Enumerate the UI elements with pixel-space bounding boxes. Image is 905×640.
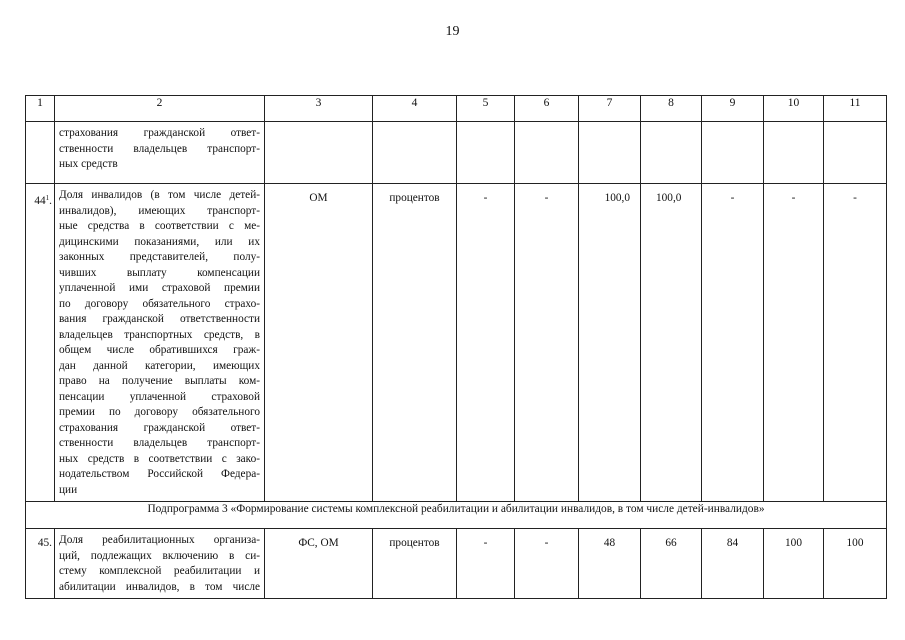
header-cell: 4 (373, 96, 457, 122)
value-col-9: - (702, 184, 764, 502)
description-line: общем числе обратившихся граж- (59, 344, 260, 356)
empty-cell (515, 122, 579, 184)
table-row-44 (26, 184, 887, 502)
header-cell: 6 (515, 96, 579, 122)
indicator-description (55, 184, 265, 502)
row-number (26, 184, 55, 502)
value-col-9: 84 (702, 529, 764, 599)
description-line: абилитации инвалидов, в том числе (59, 580, 260, 593)
description-line: ций, подлежащих включению в си- (59, 549, 260, 562)
indicators-table (25, 95, 887, 599)
value-col-6: - (515, 529, 579, 599)
row-number-cell (26, 122, 55, 184)
indicator-description (55, 122, 265, 184)
description-line: чивших выплату компенсации (59, 266, 260, 279)
header-cell: 3 (265, 96, 373, 122)
description-line: инвалидов), имеющих транспорт- (59, 204, 260, 217)
description-line: владельцев транспортных средств, в (59, 328, 260, 341)
description-line: ных средств (59, 158, 118, 170)
description-line: вания гражданской ответственности (59, 313, 260, 325)
description-line: ственности владельцев транспорт- (59, 142, 260, 155)
table-row-continuation (26, 122, 887, 184)
description-line: законных представителей, полу- (59, 251, 260, 263)
indicator-description (55, 529, 265, 599)
description-line: нодательством Российской Федера- (59, 468, 260, 480)
description-line: страхования гражданской ответ- (59, 421, 260, 434)
row-number-suffix: . (49, 195, 52, 207)
value-col-11: - (824, 184, 887, 502)
value-col-8: 100,0 (641, 184, 702, 502)
description-line: по договору обязательного страхо- (59, 297, 260, 310)
empty-cell (373, 122, 457, 184)
unit-of-measure: процентов (373, 529, 457, 599)
header-cell: 9 (702, 96, 764, 122)
description-line: право на получение выплаты ком- (59, 375, 260, 387)
description-line: дицинскими показаниями, или их (59, 235, 260, 248)
row-number: 45. (26, 529, 55, 599)
value-col-10: 100 (764, 529, 824, 599)
subprogram-row (26, 502, 887, 529)
value-col-5: - (457, 529, 515, 599)
description-line: ные средства в соответствии с ме- (59, 220, 260, 232)
empty-cell (641, 122, 702, 184)
table-row-45 (26, 529, 887, 599)
header-cell: 8 (641, 96, 702, 122)
description-line: Доля инвалидов (в том числе детей- (59, 189, 260, 201)
description-line: стему комплексной реабилитации и (59, 565, 260, 577)
value-col-7: 100,0 (579, 184, 641, 502)
value-col-7: 48 (579, 529, 641, 599)
empty-cell (764, 122, 824, 184)
page-number: 19 (445, 24, 460, 39)
indicator-type: ФС, ОМ (265, 529, 373, 599)
row-number-superscript: 1 (45, 194, 50, 202)
header-cell: 5 (457, 96, 515, 122)
description-line: ственности владельцев транспорт- (59, 437, 260, 449)
value-col-8: 66 (641, 529, 702, 599)
description-line: уплаченной ими страховой премии (59, 282, 260, 294)
empty-cell (824, 122, 887, 184)
header-cell: 10 (764, 96, 824, 122)
description-line: ных средств в соответствии с зако- (59, 452, 260, 465)
description-line: премии по договору обязательного (59, 406, 260, 418)
header-cell: 11 (824, 96, 887, 122)
empty-cell (702, 122, 764, 184)
empty-cell (265, 122, 373, 184)
empty-cell (457, 122, 515, 184)
value-col-10: - (764, 184, 824, 502)
value-col-11: 100 (824, 529, 887, 599)
subprogram-title: Подпрограмма 3 «Формирование системы комплексной реабилитации и абилитации инвалидов, в том числе детей-инвалидов» (26, 502, 887, 529)
value-col-5: - (457, 184, 515, 502)
header-cell: 1 (26, 96, 55, 122)
header-cell: 7 (579, 96, 641, 122)
indicator-type: ОМ (265, 184, 373, 502)
unit-of-measure: процентов (373, 184, 457, 502)
description-line: пенсации уплаченной страховой (59, 390, 260, 403)
empty-cell (579, 122, 641, 184)
header-row (26, 96, 887, 122)
description-line: страхования гражданской ответ- (59, 127, 260, 139)
description-line: ции (59, 483, 78, 496)
description-line: Доля реабилитационных организа- (59, 534, 260, 546)
value-col-6: - (515, 184, 579, 502)
description-line: дан данной категории, имеющих (59, 359, 260, 372)
row-number-value: 44 (34, 195, 46, 207)
header-cell: 2 (55, 96, 265, 122)
